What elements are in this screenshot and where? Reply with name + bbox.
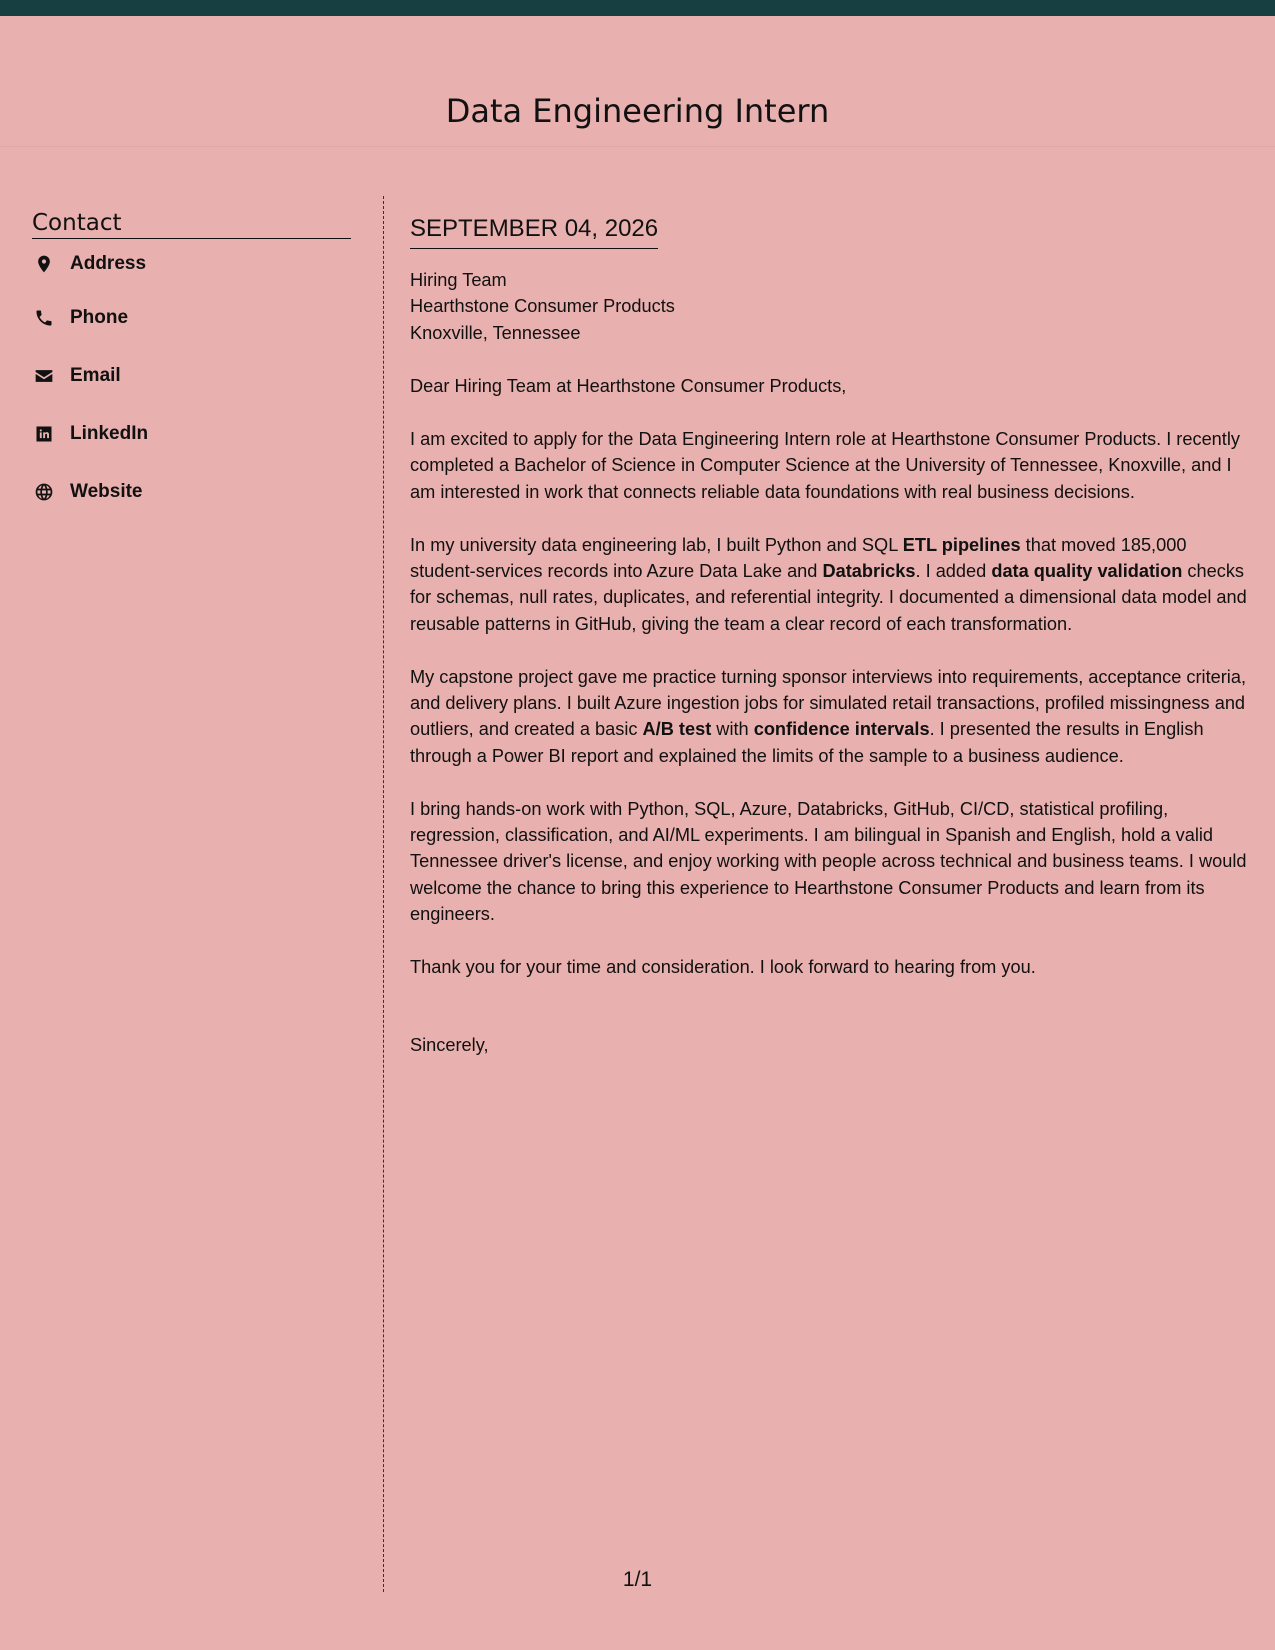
location-pin-icon <box>32 252 56 276</box>
contact-sidebar <box>32 210 351 521</box>
letter-date: SEPTEMBER 04, 2026 <box>410 212 658 249</box>
recipient-block <box>410 267 1250 346</box>
paragraph-text: . I presented the results in English through a Power BI report and explained the limits of the sample to a business audience. <box>410 719 1204 766</box>
linkedin-icon <box>32 422 56 446</box>
closing: Sincerely, <box>410 1035 489 1056</box>
paragraph-text: that moved 185,000 student-services records into Azure Data Lake and <box>410 534 1187 582</box>
body-paragraph <box>410 532 1250 638</box>
contact-item-email[interactable] <box>32 347 351 405</box>
recipient-line: Hearthstone Consumer Products <box>410 296 675 317</box>
contact-list <box>32 239 351 521</box>
contact-item-address[interactable] <box>32 239 351 289</box>
letter-paragraphs <box>410 426 1250 980</box>
bold-keyword: Databricks <box>822 561 916 582</box>
paragraph-text: My capstone project gave me practice turning sponsor interviews into requirements, acceptance criteria, and delivery plans. I built Azure ingestion jobs for simulated retail transactions, profiled missingness and outliers, and created a basic <box>410 666 1247 740</box>
recipient-line: Hiring Team <box>410 270 507 290</box>
paragraph-text: . I added <box>915 561 992 582</box>
bold-keyword: confidence intervals <box>753 719 930 740</box>
paragraph-text: I am excited to apply for the Data Engineering Intern role at Hearthstone Consumer Products. I recently completed a Bachelor of Science in Computer Science at the University of Tennessee, Knoxville, and I am interested in work that connects reliable data foundations with real business decisions. <box>410 429 1240 502</box>
bold-keyword: data quality validation <box>991 561 1183 582</box>
contact-label: Website <box>70 481 143 502</box>
page-number: 1/1 <box>622 1568 653 1591</box>
globe-icon <box>32 480 56 504</box>
paragraph-text: Thank you for your time and consideration. I look forward to hearing from you. <box>410 957 1036 978</box>
paragraph-text: with <box>711 719 754 740</box>
column-divider <box>383 196 384 1592</box>
top-accent-bar <box>0 0 1275 16</box>
bold-keyword: ETL pipelines <box>902 534 1021 555</box>
body-paragraph <box>410 954 1250 980</box>
contact-label: Phone <box>70 307 129 328</box>
page-title: Data Engineering Intern <box>445 92 830 130</box>
envelope-icon <box>32 364 56 388</box>
paragraph-text: I bring hands-on work with Python, SQL, Azure, Databricks, GitHub, CI/CD, statistical profiling, regression, classification, and AI/ML experiments. I am bilingual in Spanish and English, hold a valid Tennessee driver's license, and enjoy working with people across technical and business teams. I would welcome the chance to bring this experience to Hearthstone Consumer Products and learn from its engineers. <box>410 798 1247 925</box>
paragraph-text: checks for schemas, null rates, duplicates, and referential integrity. I documented a dimensional data model and reusable patterns in GitHub, giving the team a clear record of each transformation. <box>410 561 1247 634</box>
paragraph-text: In my university data engineering lab, I built Python and SQL <box>410 534 903 555</box>
contact-item-phone[interactable] <box>32 289 351 347</box>
salutation: Dear Hiring Team at Hearthstone Consumer Products, <box>410 376 847 397</box>
body-paragraph <box>410 664 1250 770</box>
phone-icon <box>32 306 56 330</box>
contact-item-linkedin[interactable] <box>32 405 351 463</box>
cover-letter-body <box>410 212 1250 1085</box>
body-paragraph <box>410 426 1250 505</box>
contact-label: Address <box>70 253 147 274</box>
contact-heading: Contact <box>32 210 351 239</box>
contact-label: Email <box>70 365 121 386</box>
bold-keyword: A/B test <box>642 719 712 740</box>
body-paragraph <box>410 796 1250 928</box>
contact-item-website[interactable] <box>32 463 351 521</box>
recipient-line: Knoxville, Tennessee <box>410 322 581 343</box>
contact-label: LinkedIn <box>70 423 149 444</box>
header-divider <box>0 146 1275 147</box>
